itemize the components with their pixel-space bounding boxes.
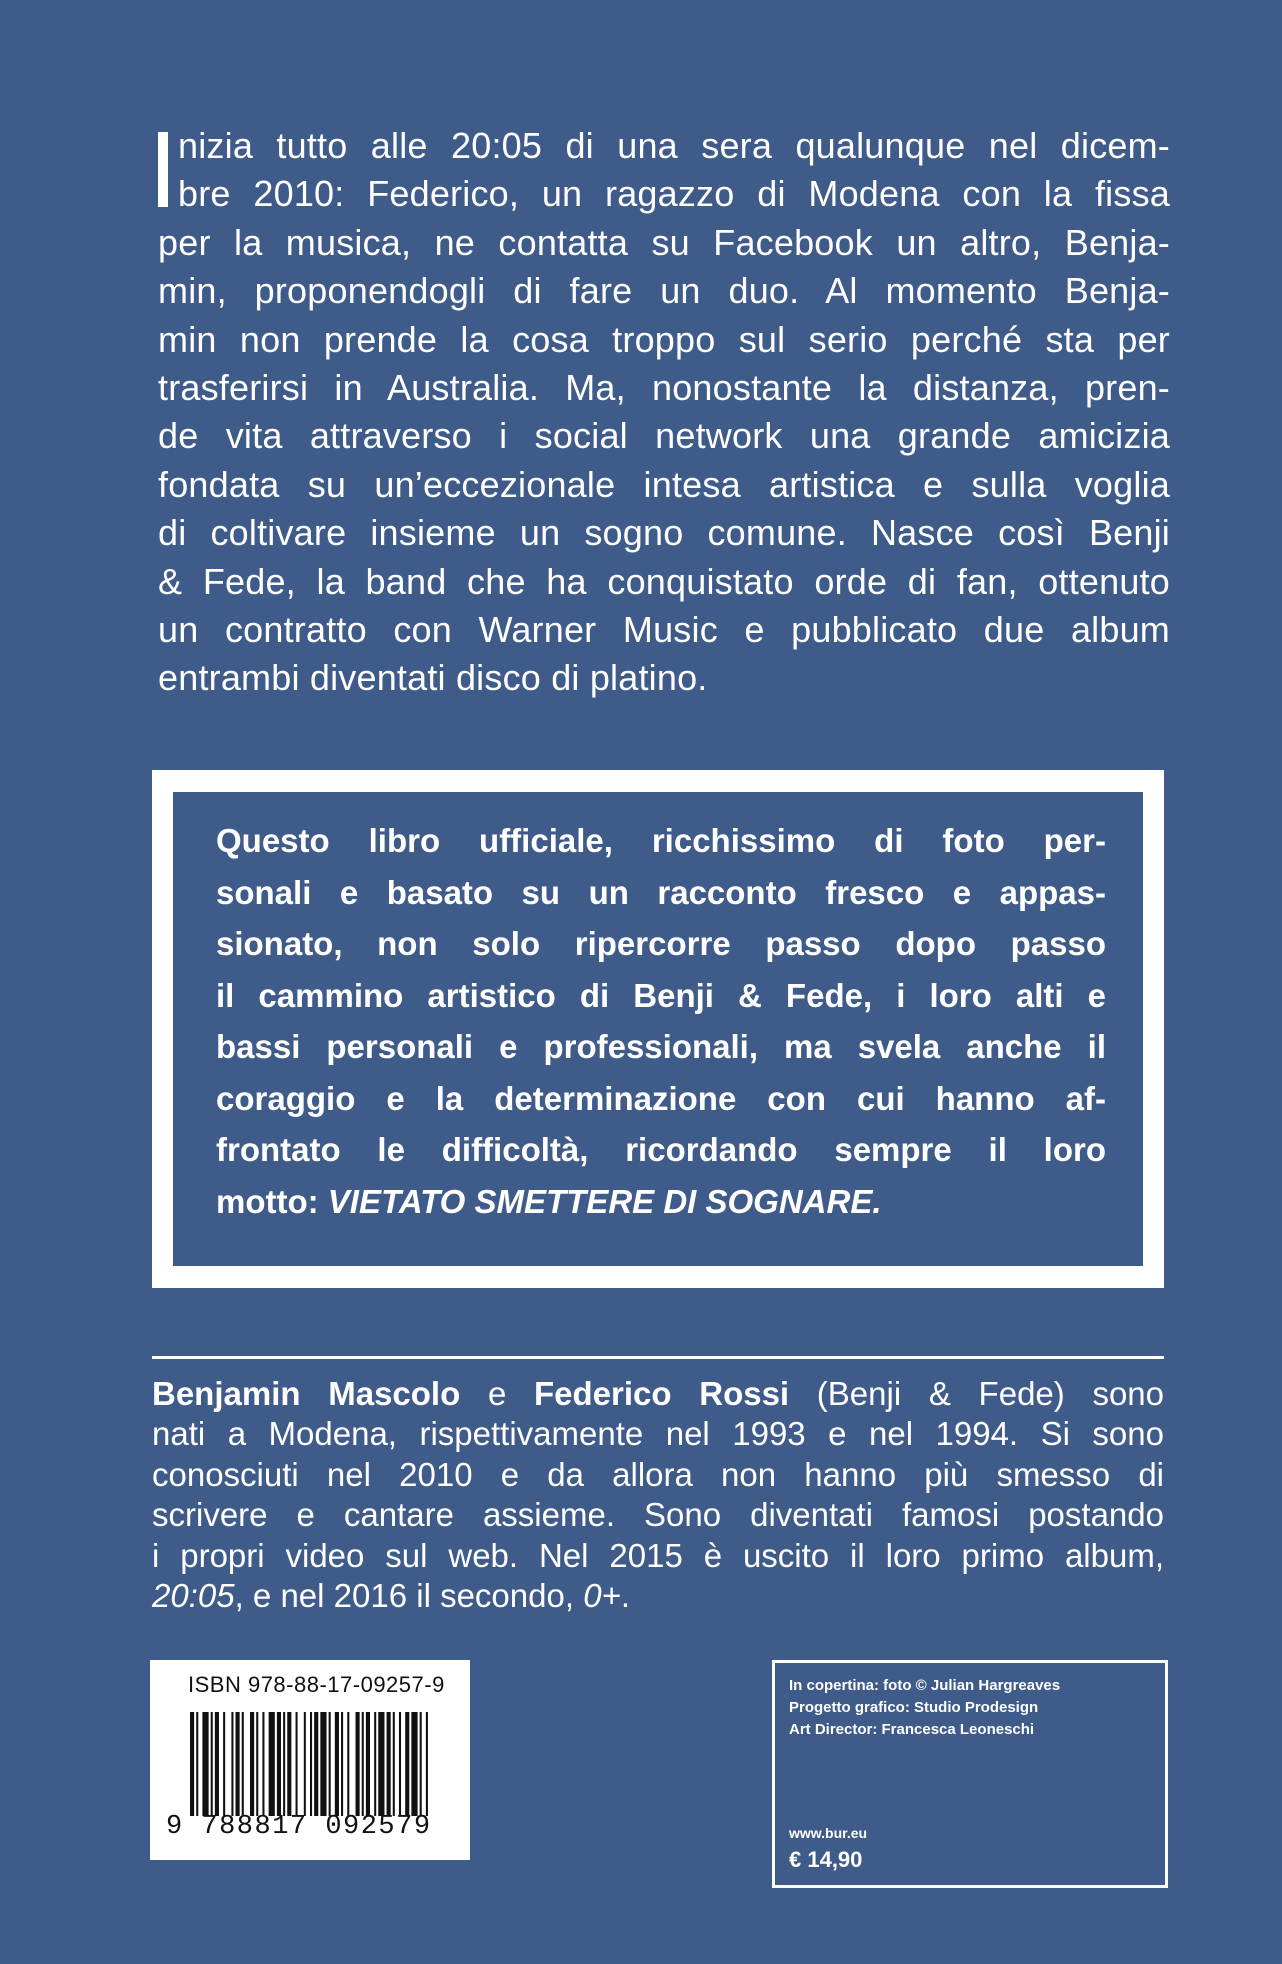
box-last-line: [216, 1176, 1106, 1228]
intro-line: min non prende la cosa troppo sul serio perché sta per: [158, 318, 1170, 360]
intro-line: di coltivare insieme un sogno comune. Nasce così Benji: [158, 512, 1170, 554]
album-1: 20:05: [152, 1577, 235, 1615]
barcode-icon: [190, 1712, 430, 1816]
box-line: coraggio e la determinazione con cui hanno af-: [216, 1079, 1106, 1117]
author-name-2: Federico Rossi: [534, 1375, 790, 1412]
box-line: bassi personali e professionali, ma svela anche il: [216, 1028, 1106, 1065]
intro-line: nizia tutto alle 20:05 di una sera qualunque nel dicem-: [178, 125, 1170, 166]
highlight-box-text: [216, 815, 1106, 1227]
box-motto-prefix: motto:: [216, 1182, 328, 1220]
intro-line: entrambi diventati disco di platino.: [158, 657, 708, 699]
intro-line: min, proponendogli di fare un duo. Al momento Benja-: [158, 270, 1170, 312]
bio-line: nati a Modena, rispettivamente nel 1993 e nel 1994. Si sono: [152, 1415, 1164, 1453]
credits-text: [789, 1675, 1060, 1741]
bio-line: [152, 1374, 1164, 1414]
publisher-website: www.bur.eu: [789, 1825, 868, 1841]
intro-line: fondata su un’eccezionale intesa artistica e sulla voglia: [158, 463, 1170, 505]
intro-line: un contratto con Warner Music e pubblicato due album: [158, 609, 1170, 651]
bio-line: i propri video sul web. Nel 2015 è uscito il loro primo album,: [152, 1536, 1164, 1574]
art-director-credit: Art Director: Francesca Leoneschi: [789, 1721, 1035, 1738]
design-credit: Progetto grafico: Studio Prodesign: [789, 1699, 1039, 1716]
intro-line: & Fede, la band che ha conquistato orde di fan, ottenuto: [158, 560, 1170, 602]
divider-rule: [152, 1356, 1164, 1359]
isbn-label: ISBN 978-88-17-09257-9: [188, 1672, 445, 1697]
credits-box: [772, 1660, 1168, 1888]
price: € 14,90: [789, 1847, 863, 1872]
box-line: il cammino artistico di Benji & Fede, i loro alti e: [216, 976, 1106, 1014]
intro-line: trasferirsi in Australia. Ma, nonostante la distanza, pren-: [158, 367, 1170, 409]
album-2: 0+: [583, 1577, 621, 1615]
intro-line: per la musica, ne contatta su Facebook un altro, Benja-: [158, 221, 1170, 263]
barcode-panel: [150, 1660, 470, 1860]
bio-line1-rest: (Benji & Fede) sono: [789, 1375, 1165, 1412]
intro-paragraph: [158, 122, 1170, 703]
intro-line: de vita attraverso i social network una grande amicizia: [158, 415, 1170, 457]
bio-end: .: [620, 1577, 630, 1615]
box-line: sionato, non solo ripercorre passo dopo passo: [216, 925, 1106, 962]
bio-line: scrivere e cantare assieme. Sono diventati famosi postando: [152, 1496, 1164, 1534]
author-bio: [152, 1374, 1164, 1616]
bio-mid: , e nel 2016 il secondo,: [234, 1577, 584, 1615]
author-name-1: Benjamin Mascolo: [152, 1375, 461, 1412]
barcode-digits: 9 788817 092579: [166, 1812, 432, 1842]
box-line: frontato le difficoltà, ricordando sempre il loro: [216, 1131, 1106, 1168]
bio-line: [152, 1576, 1164, 1616]
intro-line: bre 2010: Federico, un ragazzo di Modena con la fissa: [178, 173, 1170, 215]
box-motto: VIETATO SMETTERE DI SOGNARE.: [327, 1182, 882, 1220]
box-line: Questo libro ufficiale, ricchissimo di foto per-: [216, 822, 1106, 859]
bio-line: conosciuti nel 2010 e da allora non hanno più smesso di: [152, 1455, 1164, 1493]
cover-credit: In copertina: foto © Julian Hargreaves: [789, 1677, 1061, 1694]
bio-and: e: [460, 1375, 534, 1412]
box-line: sonali e basato su un racconto fresco e appas-: [216, 873, 1106, 911]
